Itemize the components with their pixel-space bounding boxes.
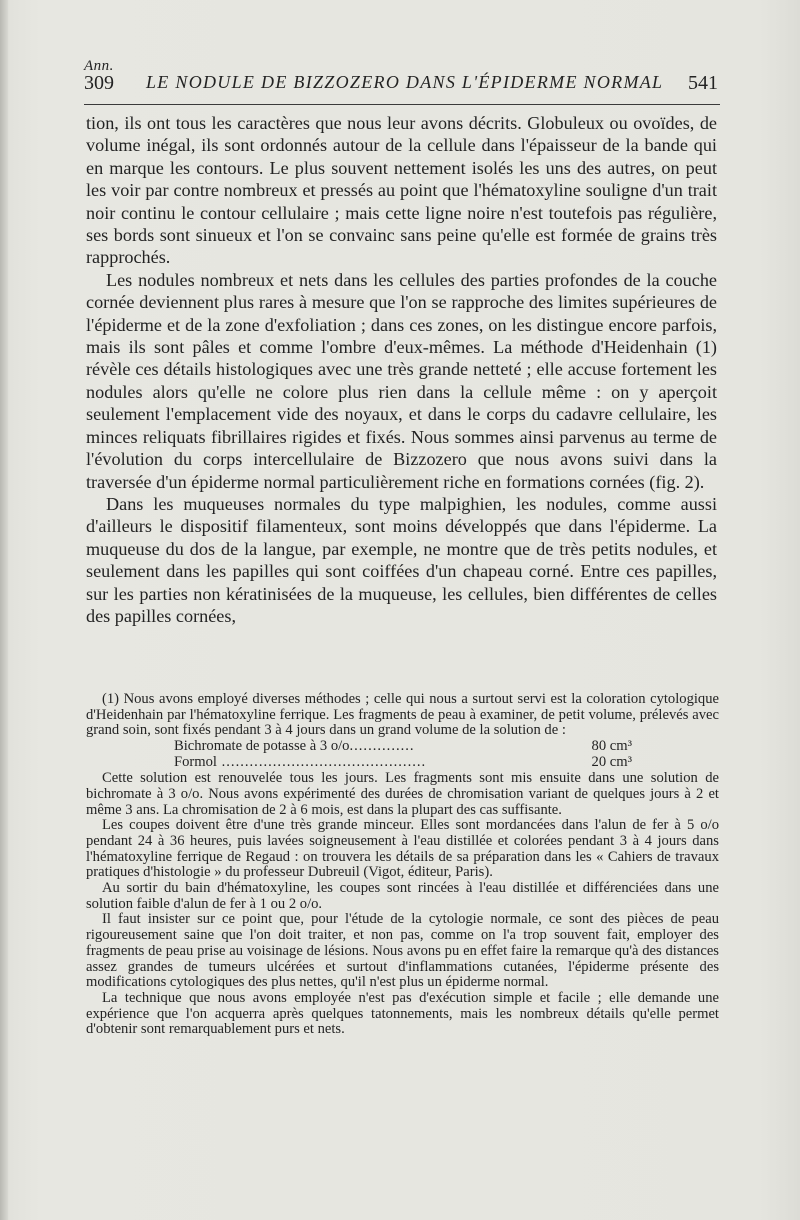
- formula-quantity: 20 cm³: [591, 755, 632, 771]
- footnote-paragraph: Cette solution est renouvelée tous les jours. Les fragments sont mis ensuite dans une solution de bichromate à 3 o/o. Nous avons expérimenté des durées de chromisation variant de quelques jours à 2 et même 3 ans. La chromisation de 2 à 6 mois, est dans la plupart des cas suffisante.: [86, 770, 719, 818]
- footnote-paragraph: Il faut insister sur ce point que, pour l'étude de la cytologie normale, ce sont des pièces de peau rigoureusement saine que l'on doit traiter, et non pas, comme on l'a trop souvent fait, employer des fragments de peau prise au voisinage de lésions. Nous avons pu en effet faire la remarque qu'à des distances assez grandes de tumeurs ulcérées et surtout d'inflammations cutanées, l'épiderme présente des modifications cytologiques des plus nettes, qu'il n'est plus un épiderme normal.: [86, 911, 719, 991]
- main-text: [86, 112, 717, 627]
- footnote-intro: (1) Nous avons employé diverses méthodes ; celle qui nous a surtout servi est la coloration cytologique d'Heidenhain par l'hématoxyline ferrique. Les fragments de peau à examiner, de petit volume, prélevés avec grand soin, sont fixés pendant 3 à 4 jours dans un grand volume de la solution de :: [86, 691, 719, 739]
- page-gutter: [0, 0, 8, 1220]
- formula-quantity: 80 cm³: [591, 739, 632, 755]
- formula-ingredient: Formol: [174, 755, 217, 771]
- footnote: [86, 692, 719, 1038]
- header-rule: [84, 104, 720, 105]
- body-paragraph: Les nodules nombreux et nets dans les cellules des parties profondes de la couche cornée deviennent plus rares à mesure que l'on se rapproche des limites supérieures de l'épiderme et de la zone d'exfoliation ; dans ces zones, on les distingue encore parfois, mais ils sont pâles et comme l'ombre d'eux-mêmes. La méthode d'Heidenhain (1) révèle ces détails histologiques avec une très grande netteté ; elle accuse fortement les nodules alors qu'elle ne colore plus rien dans la cellule même : on y aperçoit seulement l'emplacement vide des noyaux, et dans le corps du cadavre cellulaire, les minces reliquats fibrillaires rigides et fixés. Nous sommes ainsi parvenus au terme de l'évolution du corps intercellulaire de Bizzozero que nous avons suivi dans la traversée d'un épiderme normal particulièrement riche en formations cornées (fig. 2).: [86, 269, 717, 492]
- formula-ingredient: Bichromate de potasse à 3 o/o: [174, 739, 350, 755]
- leader-dots: ..............: [349, 739, 415, 755]
- footnote-paragraph: La technique que nous avons employée n'est pas d'exécution simple et facile ; elle demande une expérience que l'on acquerra après quelques tatonnements, mais les nombreux détails qu'elle permet d'obtenir sont remarquablement purs et nets.: [86, 989, 719, 1038]
- footnote-paragraph: Les coupes doivent être d'une très grande minceur. Elles sont mordancées dans l'alun de fer à 5 o/o pendant 24 à 36 heures, puis lavées soigneusement à l'eau distillée et colorées pendant 3 à 4 jours dans l'hématoxyline ferrique de Regaud : on trouvera les détails de sa préparation dans les « Cahiers de travaux pratiques d'histologie » du professeur Dubreuil (Vigot, éditeur, Paris).: [86, 817, 719, 881]
- body-paragraph: tion, ils ont tous les caractères que nous leur avons décrits. Globuleux ou ovoïdes, de volume inégal, ils sont ordonnés autour de la cellule dans l'épaisseur de la bande qui en marque les contours. Le plus souvent nettement isolés les uns des autres, on peut les voir par contre nombreux et pressés au point que l'hématoxyline souligne d'un trait noir continu le contour cellulaire ; mais cette ligne noire n'est toutefois pas régulière, ses bords sont sinueux et l'on se convainc sans peine qu'elle est formée de grains très rapprochés.: [86, 113, 717, 268]
- page-number: 541: [688, 72, 718, 94]
- footnote-paragraph: Au sortir du bain d'hématoxyline, les coupes sont rincées à l'eau distillée et différenciées dans une solution faible d'alun de fer à 1 ou 2 o/o.: [86, 880, 719, 912]
- running-title: LE NODULE DE BIZZOZERO DANS L'ÉPIDERME NORMAL: [146, 72, 664, 92]
- journal-abbreviation: Ann.: [84, 58, 114, 74]
- leader-dots: ............................................: [216, 755, 427, 771]
- secondary-page-number: 309: [84, 72, 114, 94]
- formula-row: [174, 739, 632, 755]
- body-paragraph: Dans les muqueuses normales du type malpighien, les nodules, comme aussi d'ailleurs le dispositif filamenteux, sont moins développés que dans l'épiderme. La muqueuse du dos de la langue, par exemple, ne montre que de très petits nodules, et seulement dans les papilles qui sont coiffées d'un chapeau corné. Entre ces papilles, sur les parties non kératinisées de la muqueuse, les cellules, bien différentes de celles des papilles cornées,: [86, 493, 717, 626]
- formula-row: [174, 755, 632, 771]
